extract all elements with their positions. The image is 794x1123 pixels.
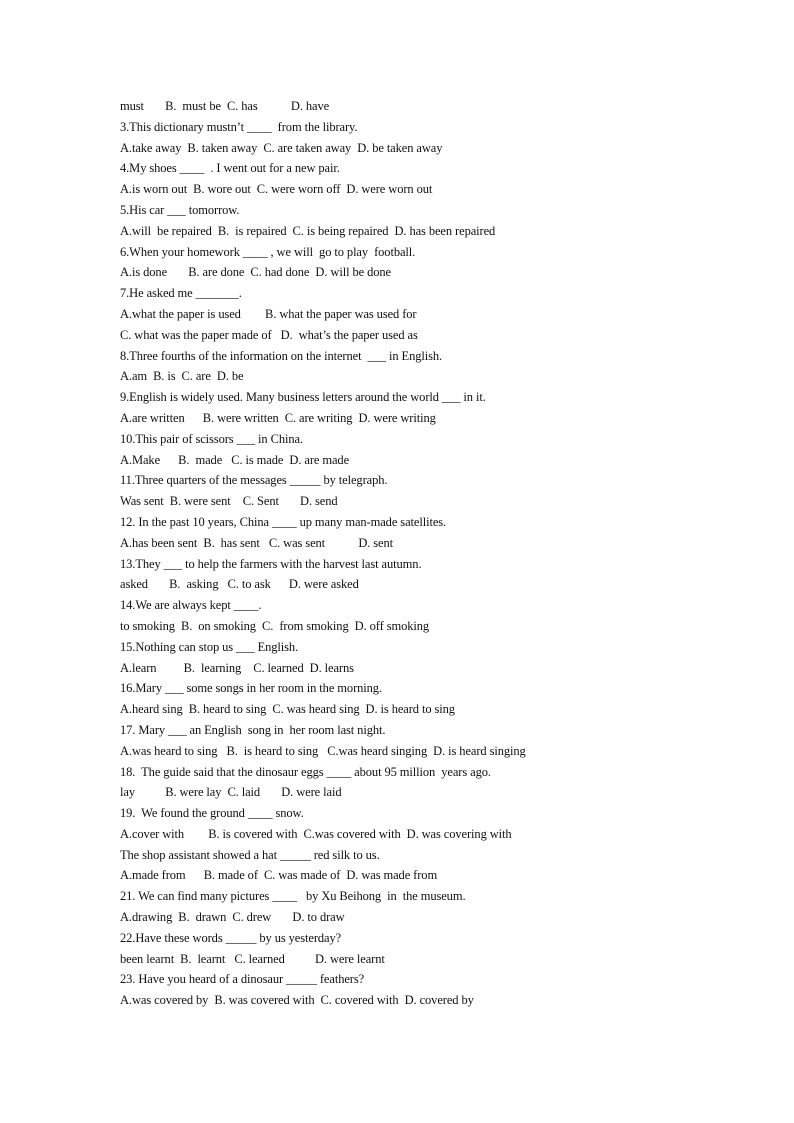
- options-9: A.are written B. were written C. are writing D. were writing: [120, 410, 436, 425]
- document-body: [120, 96, 720, 1011]
- question-10: 10.This pair of scissors ___ in China.: [120, 431, 303, 446]
- options-20: A.made from B. made of C. was made of D. was made from: [120, 868, 438, 883]
- options-12: A.has been sent B. has sent C. was sent D. sent: [120, 535, 394, 550]
- options-17: A.was heard to sing B. is heard to sing C.was heard singing D. is heard singing: [120, 743, 526, 758]
- options-16: A.heard sing B. heard to sing C. was heard sing D. is heard to sing: [120, 702, 455, 717]
- options-15: A.learn B. learning C. learned D. learns: [120, 660, 354, 675]
- options-21: A.drawing B. drawn C. drew D. to draw: [120, 910, 345, 925]
- question-12: 12. In the past 10 years, China ____ up many man-made satellites.: [120, 514, 447, 529]
- options-18: lay B. were lay C. laid D. were laid: [120, 785, 342, 800]
- question-23: 23. Have you heard of a dinosaur _____ feathers?: [120, 972, 365, 987]
- question-13: 13.They ___ to help the farmers with the harvest last autumn.: [120, 556, 422, 571]
- question-16: 16.Mary ___ some songs in her room in the morning.: [120, 681, 382, 696]
- options-5: A.will be repaired B. is repaired C. is being repaired D. has been repaired: [120, 223, 496, 238]
- options-14: to smoking B. on smoking C. from smoking D. off smoking: [120, 618, 430, 633]
- question-14: 14.We are always kept ____.: [120, 598, 262, 613]
- question-4: 4.My shoes ____ . I went out for a new pair.: [120, 161, 340, 176]
- options-10: A.Make B. made C. is made D. are made: [120, 452, 350, 467]
- options-4: A.is worn out B. wore out C. were worn off D. were worn out: [120, 182, 433, 197]
- question-17: 17. Mary ___ an English song in her room last night.: [120, 722, 386, 737]
- question-11: 11.Three quarters of the messages _____ by telegraph.: [120, 473, 388, 488]
- options-22: been learnt B. learnt C. learned D. were learnt: [120, 951, 385, 966]
- question-15: 15.Nothing can stop us ___ English.: [120, 639, 299, 654]
- question-9: 9.English is widely used. Many business letters around the world ___ in it.: [120, 390, 486, 405]
- options-11: Was sent B. were sent C. Sent D. send: [120, 494, 338, 509]
- options-8: A.am B. is C. are D. be: [120, 369, 244, 384]
- text-line: must B. must be C. has D. have: [120, 99, 330, 113]
- options-13: asked B. asking C. to ask D. were asked: [120, 577, 359, 592]
- question-7: 7.He asked me _______.: [120, 286, 242, 301]
- question-8: 8.Three fourths of the information on the internet ___ in English.: [120, 348, 443, 363]
- question-22: 22.Have these words _____ by us yesterday?: [120, 930, 342, 945]
- options-7a: A.what the paper is used B. what the paper was used for: [120, 306, 417, 321]
- options-7b: C. what was the paper made of D. what’s the paper used as: [120, 327, 418, 342]
- question-19: 19. We found the ground ____ snow.: [120, 806, 304, 821]
- options-3: A.take away B. taken away C. are taken away D. be taken away: [120, 140, 443, 155]
- options-19: A.cover with B. is covered with C.was covered with D. was covering with: [120, 826, 512, 841]
- question-6: 6.When your homework ____ , we will go to play football.: [120, 244, 416, 259]
- options-6: A.is done B. are done C. had done D. will be done: [120, 265, 391, 280]
- question-20: The shop assistant showed a hat _____ red silk to us.: [120, 847, 380, 862]
- question-21: 21. We can find many pictures ____ by Xu Beihong in the museum.: [120, 889, 466, 904]
- question-3: 3.This dictionary mustn’t ____ from the library.: [120, 119, 358, 134]
- question-18: 18. The guide said that the dinosaur eggs ____ about 95 million years ago.: [120, 764, 491, 779]
- options-23: A.was covered by B. was covered with C. covered with D. covered by: [120, 993, 474, 1008]
- question-5: 5.His car ___ tomorrow.: [120, 202, 240, 217]
